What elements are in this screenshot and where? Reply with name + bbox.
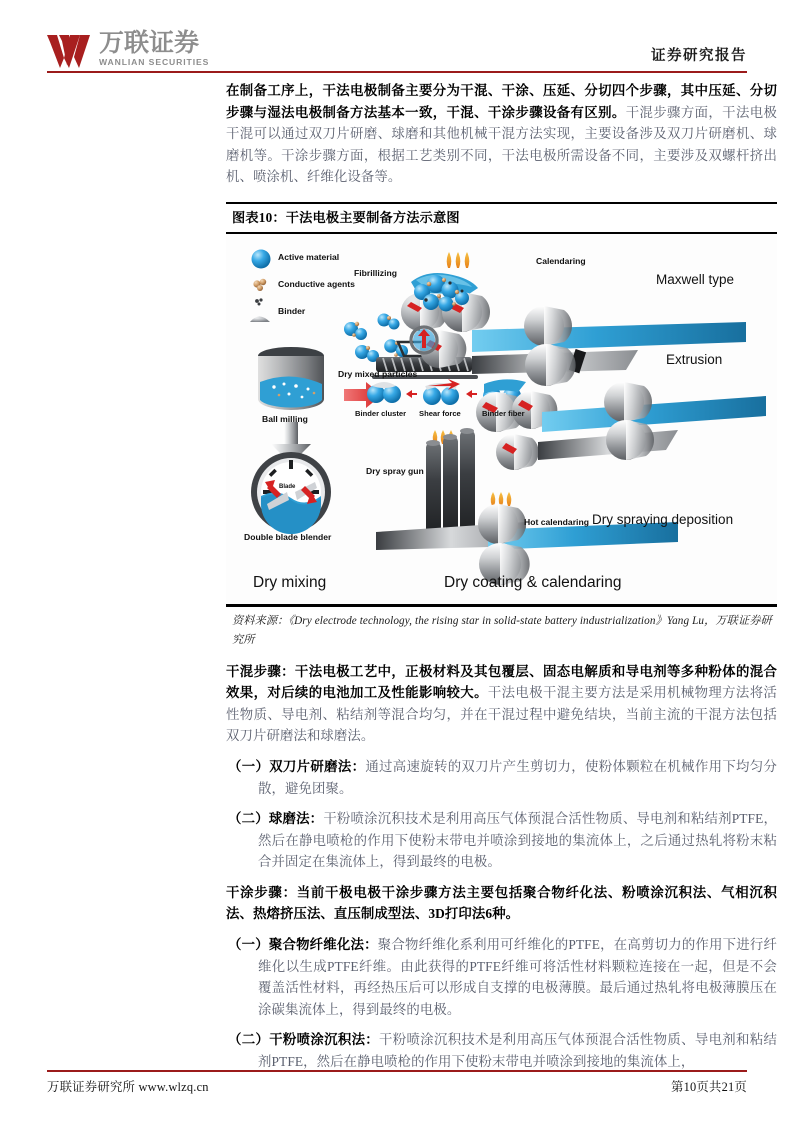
- figure-label-dry-coating-calendaring: Dry coating & calendaring: [444, 574, 622, 592]
- paragraph-dry-mixing-step: [226, 661, 777, 747]
- footer-institution: 万联证券研究所: [47, 1080, 136, 1094]
- figure-source: 资料来源：《Dry electrode technology, the rising star in solid-state battery industrialization》Yang Lu，万联证券研究所: [232, 614, 772, 646]
- figure-label-maxwell-type: Maxwell type: [656, 272, 735, 288]
- page-header: [47, 28, 747, 74]
- figure-label-dry-spray-gun: Dry spray gun: [366, 466, 424, 477]
- header-divider: [47, 71, 747, 73]
- paragraph-dry-mixing-step-rest: 干法电极干混主要方法是采用机械物理方法将活性物质、导电剂、粘结剂等混合均匀，并在干混过程中避免结块，当前主流的干混方法包括双刀片研磨法和球磨法。: [226, 685, 777, 744]
- footer-page-number: 第10页共21页: [671, 1080, 747, 1094]
- figure-label-blade: Blade: [279, 484, 296, 491]
- list-item-dry-powder-spray-deposition-label: （二）干粉喷涂沉积法：: [228, 1032, 380, 1048]
- paragraph-dry-mixing-step-bold: 干混步骤：干法电极工艺中，正极材料及其包覆层、固态电解质和导电剂等多种粉体的混合效果，对后续的电池加工及性能影响较大。: [226, 663, 777, 701]
- figure-label-dry-spraying-deposition: Dry spraying deposition: [592, 512, 734, 528]
- list-item-polymer-fibrillation: [226, 934, 777, 1020]
- figure-caption: 图表10：干法电极主要制备方法示意图: [232, 210, 460, 226]
- paragraph-dry-coating-step: [226, 882, 777, 925]
- figure-label-shear-force: Shear force: [419, 409, 461, 419]
- figure-10: [226, 202, 777, 652]
- list-item-dry-powder-spray-deposition: [226, 1029, 777, 1072]
- figure-label-binder-cluster: Binder cluster: [355, 409, 407, 419]
- list-item-dry-powder-spray-deposition-text: 干粉喷涂沉积技术是利用高压气体预混合活性物质、导电剂和粘结剂PTFE，然后在静电喷枪的作用下使粉末带电并喷涂到接地的集流体上，: [258, 1032, 777, 1070]
- paragraph-process-overview-rest: 干混步骤方面，干法电极干混可以通过双刀片研磨、球磨和其他机械干混方法实现，主要设备涉及双刀片研磨机、球磨机等。干涂步骤方面，根据工艺类别不同，干法电极所需设备不同，主要涉及双螺杆挤出机、喷涂机、纤维化设备等。: [226, 104, 777, 185]
- list-item-ball-milling-text: 干粉喷涂沉积技术是利用高压气体预混合活性物质、导电剂和粘结剂PTFE，然后在静电喷枪的作用下使粉末带电并喷涂到接地的集流体上，之后通过热轧将粉末粘合并固定在集流体上，得到最终的电极。: [258, 811, 777, 870]
- report-type-label: 证券研究报告: [651, 48, 747, 64]
- footer-left: [47, 1077, 209, 1095]
- figure-image: [226, 234, 777, 604]
- document-content: [226, 80, 777, 1073]
- legend-label-active-material: Active material: [278, 252, 340, 263]
- list-item-double-blade-grinding-label: （一）双刀片研磨法：: [228, 758, 366, 774]
- paragraph-dry-coating-step-bold: 干涂步骤：: [226, 884, 297, 900]
- legend-label-binder: Binder: [278, 306, 306, 317]
- footer-divider: [47, 1070, 747, 1072]
- figure-label-hot-calendaring: Hot calendaring: [524, 517, 589, 528]
- figure-label-ball-milling: Ball milling: [262, 414, 308, 425]
- figure-label-dry-mixing: Dry mixing: [253, 574, 327, 592]
- list-item-ball-milling: [226, 808, 777, 873]
- figure-label-fibrillizing: Fibrillizing: [354, 268, 397, 279]
- footer-url: www.wlzq.cn: [138, 1080, 209, 1094]
- figure-label-double-blade-blender: Double blade blender: [244, 532, 332, 543]
- paragraph-process-overview: [226, 80, 777, 188]
- paragraph-dry-coating-step-rest: 当前干极电极干涂步骤方法主要包括聚合物纤化法、粉喷涂沉积法、气相沉积法、热熔挤压法、直压制成型法、3D打印法6种。: [226, 884, 778, 922]
- paragraph-process-overview-bold: 在制备工序上，干法电极制备主要分为干混、干涂、压延、分切四个步骤，其中压延、分切步骤与湿法电极制备方法基本一致，干混、干涂步骤设备有区别。: [226, 83, 777, 120]
- figure-label-binder-fiber: Binder fiber: [482, 409, 525, 419]
- list-item-double-blade-grinding: [226, 756, 777, 799]
- list-item-polymer-fibrillation-text: 聚合物纤维化系利用可纤维化的PTFE，在高剪切力的作用下进行纤维化以生成PTFE纤维。由此获得的PTFE纤维可将活性材料颗粒连接在一起，但是不会覆盖活性材料，再经热压后可以形成自支撑的电极薄膜。最后通过热轧将电极薄膜压在涂碳集流体上，得到最终的电极。: [258, 937, 777, 1017]
- logo-w-mark-icon: [47, 35, 93, 68]
- figure-label-dry-mixed-particles: Dry mixed particles: [338, 369, 418, 380]
- logo-chinese-name: 万联证券: [99, 29, 200, 57]
- figure-label-calendaring: Calendaring: [536, 256, 586, 267]
- list-item-polymer-fibrillation-label: （一）聚合物纤维化法：: [228, 937, 378, 953]
- logo-english-name: WANLIAN SECURITIES: [99, 57, 210, 67]
- list-item-ball-milling-label: （二）球磨法：: [228, 811, 324, 827]
- figure-label-extrusion: Extrusion: [666, 352, 723, 368]
- legend-label-conductive-agents: Conductive agents: [278, 279, 355, 290]
- list-item-double-blade-grinding-text: 通过高速旋转的双刀片产生剪切力，使粉体颗粒在机械作用下均匀分散，避免团聚。: [258, 758, 777, 796]
- company-logo: [47, 28, 209, 68]
